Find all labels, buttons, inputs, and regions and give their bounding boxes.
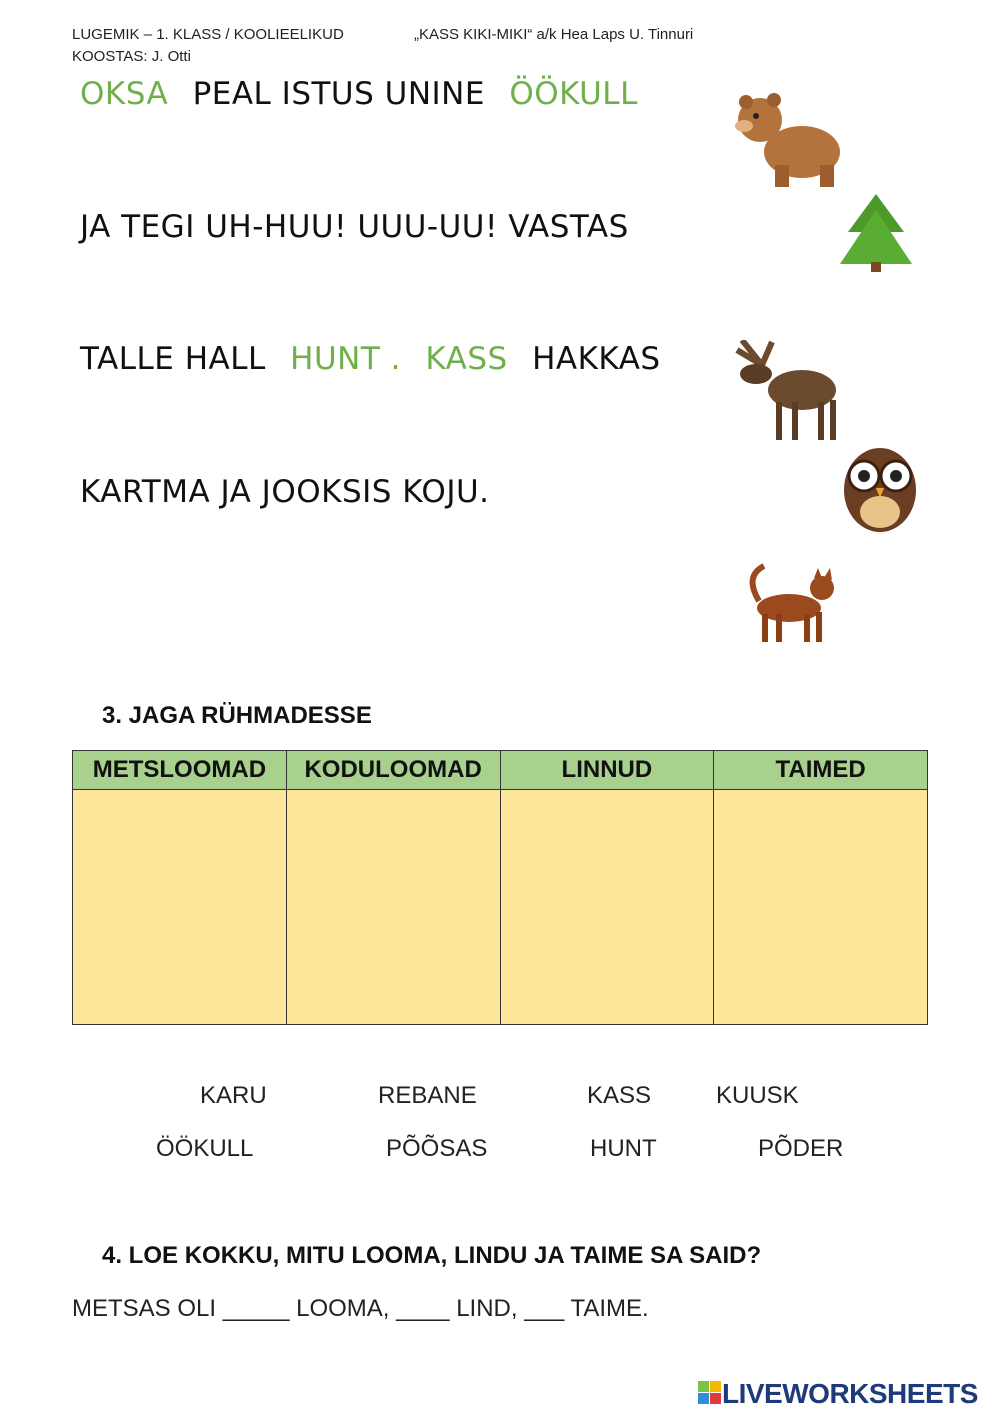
sorting-table	[72, 750, 928, 1025]
story-text: TALLE HALL	[80, 341, 266, 377]
header-source: „KASS KIKI-MIKI“ a/k Hea Laps U. Tinnuri	[414, 26, 694, 43]
drop-zone-linnud[interactable]	[500, 790, 714, 1025]
draggable-word[interactable]: REBANE	[378, 1082, 477, 1109]
moose-icon	[732, 340, 842, 444]
story-text: HAKKAS	[532, 341, 661, 377]
bear-icon	[730, 90, 845, 190]
column-header: METSLOOMAD	[73, 751, 287, 790]
story-line-4	[80, 474, 504, 510]
story-line-2	[80, 209, 643, 245]
cat-icon	[734, 556, 834, 646]
column-header: TAIMED	[714, 751, 928, 790]
draggable-word[interactable]: PÕDER	[758, 1135, 844, 1162]
drop-zone-koduloomad[interactable]	[286, 790, 500, 1025]
task-3-title: 3. JAGA RÜHMADESSE	[102, 702, 372, 729]
draggable-word[interactable]: PÕÕSAS	[386, 1135, 488, 1162]
answer-field-1[interactable]: OKSA	[80, 76, 169, 112]
column-header: LINNUD	[500, 751, 714, 790]
draggable-word[interactable]: HUNT	[590, 1135, 657, 1162]
task-4-sentence[interactable]: METSAS OLI _____ LOOMA, ____ LIND, ___ TAIME.	[72, 1295, 649, 1322]
draggable-word[interactable]: KARU	[200, 1082, 267, 1109]
story-text: KARTMA JA JOOKSIS KOJU.	[80, 474, 490, 510]
header-course: LUGEMIK – 1. KLASS / KOOLIEELIKUD	[72, 26, 344, 43]
draggable-word[interactable]: KUUSK	[716, 1082, 799, 1109]
story-line-3	[80, 341, 675, 377]
story-text: PEAL ISTUS UNINE	[192, 76, 485, 112]
column-header: KODULOOMAD	[286, 751, 500, 790]
drop-zone-taimed[interactable]	[714, 790, 928, 1025]
header-author: KOOSTAS: J. Otti	[72, 48, 191, 65]
logo-text: LIVEWORKSHEETS	[722, 1378, 978, 1409]
answer-field-2[interactable]: ÖÖKULL	[509, 76, 638, 112]
task-4-title: 4. LOE KOKKU, MITU LOOMA, LINDU JA TAIME SA SAID?	[102, 1242, 762, 1269]
draggable-word[interactable]: KASS	[587, 1082, 652, 1109]
story-text: JA TEGI UH-HUU! UUU-UU! VASTAS	[80, 209, 629, 245]
liveworksheets-logo	[698, 1378, 978, 1410]
answer-field-4[interactable]: KASS	[425, 341, 508, 377]
story-line-1	[80, 76, 652, 112]
answer-field-3[interactable]: HUNT .	[290, 341, 401, 377]
owl-icon	[840, 440, 920, 535]
draggable-word[interactable]: ÖÖKULL	[156, 1135, 254, 1162]
spruce-tree-icon	[836, 192, 916, 274]
drop-zone-metsloomad[interactable]	[73, 790, 287, 1025]
live-badge-icon	[698, 1381, 722, 1405]
